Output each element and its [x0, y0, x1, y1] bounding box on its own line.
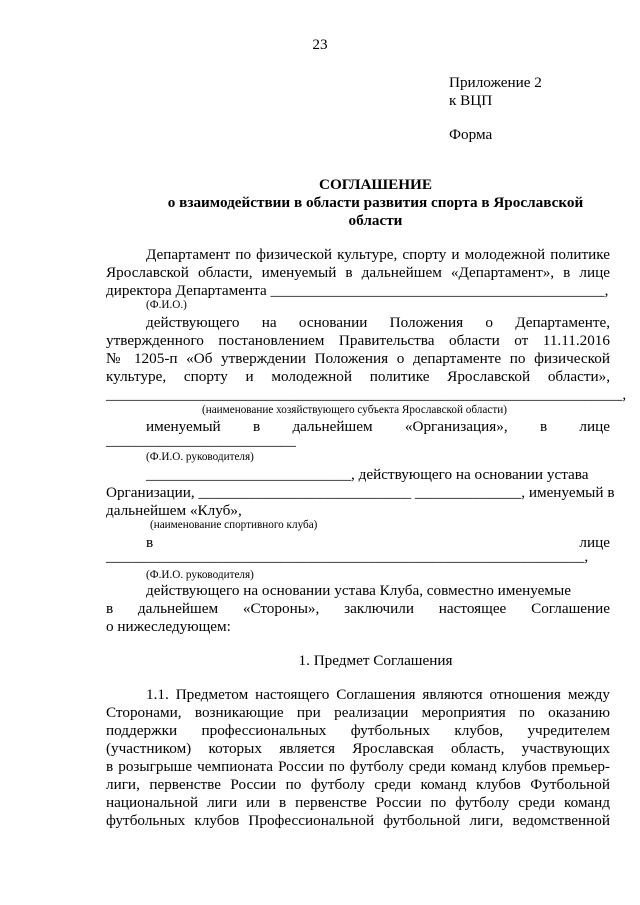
- caption-entity-name: (наименование хозяйствующего субъекта Ярославской области): [202, 404, 507, 416]
- section-line: Сторонами, возникающие при реализации мероприятия по оказанию: [106, 704, 610, 721]
- body-line: именуемый в дальнейшем «Организация», в лице: [146, 418, 610, 435]
- body-line: в дальнейшем «Стороны», заключили настоящее Соглашение: [106, 600, 610, 617]
- body-line: дальнейшем «Клуб»,: [106, 502, 242, 519]
- body-line: № 1205-п «Об утверждении Положения о департаменте по физической: [106, 350, 610, 367]
- blank-line: _________________________: [106, 432, 296, 449]
- caption-head-fio: (Ф.И.О. руководителя): [146, 451, 254, 463]
- page-number: 23: [312, 36, 328, 53]
- appendix-line-2: к ВЦП: [449, 92, 493, 109]
- blank-line: ____________________________________________________________________,: [106, 386, 627, 403]
- body-line: в лице: [146, 534, 610, 551]
- section-line: лиги, первенстве России по футболу среди команд клубов Футбольной: [106, 776, 610, 793]
- section-line: (участником) которых является Ярославская область, участвующих: [106, 740, 610, 757]
- body-line: действующего на основании устава Клуба, совместно именуемые: [146, 582, 571, 599]
- section-heading: 1. Предмет Соглашения: [298, 652, 453, 669]
- caption-club-name: (наименование спортивного клуба): [150, 519, 318, 531]
- caption-head-fio: (Ф.И.О. руководителя): [146, 569, 254, 581]
- body-line: о нижеследующем:: [106, 618, 231, 635]
- blank-line: _______________________________________________________________,: [106, 548, 589, 565]
- document-subtitle-line-1: о взаимодействии в области развития спорта в Ярославской: [167, 194, 584, 211]
- appendix-line-1: Приложение 2: [449, 74, 542, 91]
- form-label: Форма: [449, 126, 493, 143]
- section-line: 1.1. Предметом настоящего Соглашения являются отношения между: [146, 686, 610, 703]
- body-line: Ярославской области, именуемый в дальнейшем «Департамент», в лице: [106, 264, 610, 281]
- document-subtitle-line-2: области: [348, 212, 403, 229]
- body-line: Организации, ____________________________ ______________, именуемый в: [106, 484, 615, 501]
- body-line: культуре, спорту и молодежной политике Ярославской области»,: [106, 368, 610, 385]
- body-line: ___________________________, действующего на основании устава: [146, 466, 589, 483]
- body-line: Департамент по физической культуре, спорту и молодежной политике: [146, 246, 610, 263]
- body-line: действующего на основании Положения о Департаменте,: [146, 314, 610, 331]
- body-line: утвержденного постановлением Правительства области от 11.11.2016: [106, 332, 610, 349]
- section-line: поддержки профессиональных футбольных клубов, учредителем: [106, 722, 610, 739]
- section-line: в розыгрыше чемпионата России по футболу среди команд клубов премьер-: [106, 758, 610, 775]
- caption-fio: (Ф.И.О.): [146, 299, 187, 311]
- body-line: директора Департамента ____________________________________________,: [106, 282, 609, 299]
- document-title: СОГЛАШЕНИЕ: [319, 176, 432, 193]
- section-line: футбольных клубов Профессиональной футбольной лиги, ведомственной: [106, 812, 610, 829]
- section-line: национальной лиги или в первенстве России по футболу среди команд: [106, 794, 610, 811]
